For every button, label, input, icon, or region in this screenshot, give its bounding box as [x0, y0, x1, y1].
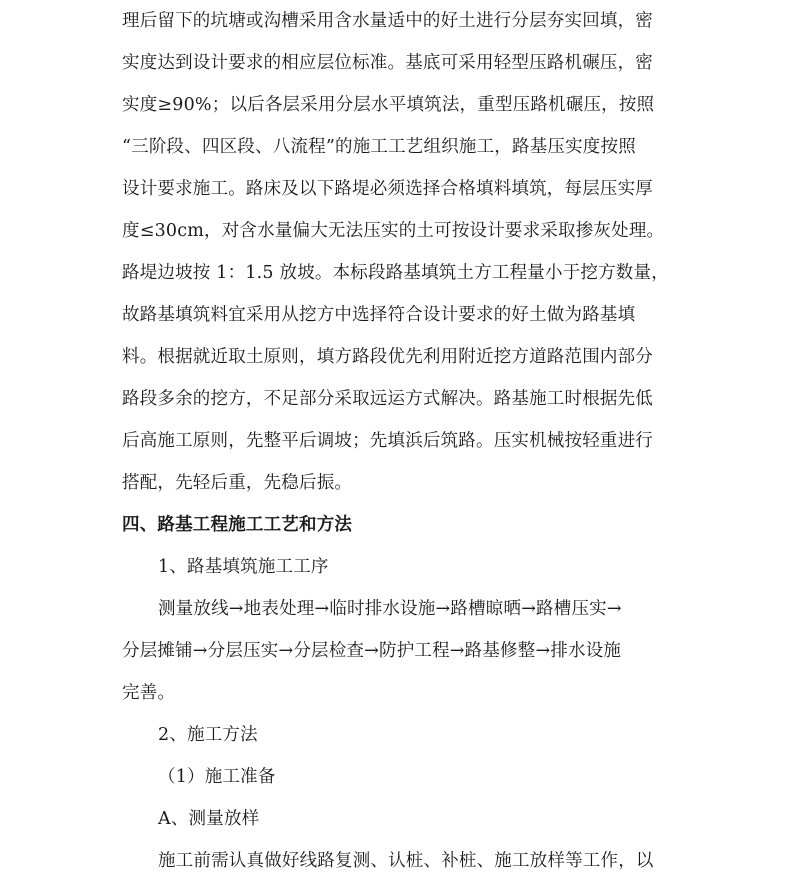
process-line-1: 测量放线→地表处理→临时排水设施→路槽晾晒→路槽压实→ — [158, 599, 622, 619]
subsubsection-heading: （1）施工准备 — [158, 767, 276, 787]
paragraph-line-10: 路段多余的挖方，不足部分采取远运方式解决。路基施工时根据先低 — [122, 389, 653, 409]
process-line-2: 分层摊铺→分层压实→分层检查→防护工程→路基修整→排水设施 — [122, 641, 622, 661]
paragraph-last-line: 施工前需认真做好线路复测、认桩、补桩、施工放样等工作，以 — [158, 851, 654, 871]
paragraph-line-3: 实度≥90%；以后各层采用分层水平填筑法，重型压路机碾压，按照 — [122, 95, 655, 115]
paragraph-line-11: 后高施工原则，先整平后调坡；先填浜后筑路。压实机械按轻重进行 — [122, 431, 653, 451]
paragraph-line-7: 路堤边坡按 1：1.5 放坡。本标段路基填筑土方工程量小于挖方数量， — [122, 263, 669, 283]
paragraph-line-5: 设计要求施工。路床及以下路堤必须选择合格填料填筑，每层压实厚 — [122, 179, 653, 199]
section-heading: 四、路基工程施工工艺和方法 — [122, 515, 353, 535]
subsection-heading-2: 2、施工方法 — [158, 725, 258, 745]
paragraph-line-12: 搭配，先轻后重，先稳后振。 — [122, 473, 353, 493]
paragraph-line-4: “三阶段、四区段、八流程”的施工工艺组织施工，路基压实度按照 — [122, 137, 636, 157]
paragraph-line-9: 料。根据就近取土原则，填方路段优先利用附近挖方道路范围内部分 — [122, 347, 653, 367]
paragraph-line-1: 理后留下的坑塘或沟槽采用含水量适中的好土进行分层夯实回填，密 — [122, 11, 653, 31]
subsection-heading-1: 1、路基填筑施工工序 — [158, 557, 329, 577]
process-line-3: 完善。 — [122, 683, 176, 703]
paragraph-line-6: 度≤30cm，对含水量偏大无法压实的土可按设计要求采取掺灰处理。 — [122, 221, 665, 241]
paragraph-line-8: 故路基填筑料宜采用从挖方中选择符合设计要求的好土做为路基填 — [122, 305, 636, 325]
item-heading-a: A、测量放样 — [158, 809, 260, 829]
paragraph-line-2: 实度达到设计要求的相应层位标准。基底可采用轻型压路机碾压，密 — [122, 53, 653, 73]
